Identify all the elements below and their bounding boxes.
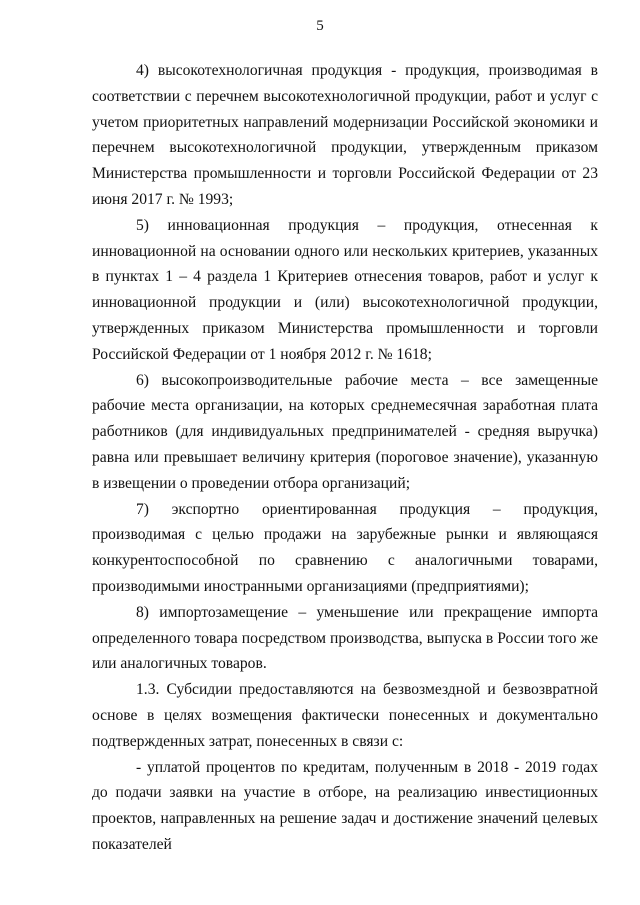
paragraph-import-substitution: 8) импортозамещение – уменьшение или прекращение импорта определенного товара посредством производства, выпуска в России того же или аналогичных товаров. [92, 603, 598, 673]
paragraph-innovative-products: 5) инновационная продукция – продукция, отнесенная к инновационной на основании одного или нескольких критериев, указанных в пунктах 1 – 4 раздела 1 Критериев отнесения товаров, работ и услуг к инновационной продукции и (или) высокотехнологичной продукции, утвержденных приказом Министерства промышленности и торговли Российской Федерации от 1 ноября 2012 г. № 1618; [92, 216, 598, 363]
document-body [92, 58, 598, 858]
paragraph-high-performance-jobs: 6) высокопроизводительные рабочие места – все замещенные рабочие места организации, на которых среднемесячная заработная плата работников (для индивидуальных предпринимателей - средняя выручка) равна или превышает величину критерия (пороговое значение), указанную в извещении о проведении отбора организаций; [92, 371, 598, 492]
paragraph-high-tech-products: 4) высокотехнологичная продукция - продукция, производимая в соответствии с перечнем высокотехнологичной продукции, работ и услуг с учетом приоритетных направлений модернизации Российской экономики и перечнем высокотехнологичной продукции, утвержденным приказом Министерства промышленности и торговли Российской Федерации от 23 июня 2017 г. № 1993; [92, 62, 598, 208]
paragraph-export-products: 7) экспортно ориентированная продукция – продукция, производимая с целью продажи на зарубежные рынки и являющаяся конкурентоспособной по сравнению с аналогичными товарами, производимыми иностранными организациями (предприятиями); [92, 500, 598, 595]
page-number: 5 [316, 18, 324, 34]
paragraph-subsidies-section: 1.3. Субсидии предоставляются на безвозмездной и безвозвратной основе в целях возмещения фактически понесенных и документально подтвержденных затрат, понесенных в связи с: [92, 681, 598, 750]
paragraph-interest-payments: - уплатой процентов по кредитам, полученным в 2018 - 2019 годах до подачи заявки на участие в отборе, на реализацию инвестиционных проектов, направленных на решение задач и достижение значений целевых показателей [92, 758, 598, 853]
